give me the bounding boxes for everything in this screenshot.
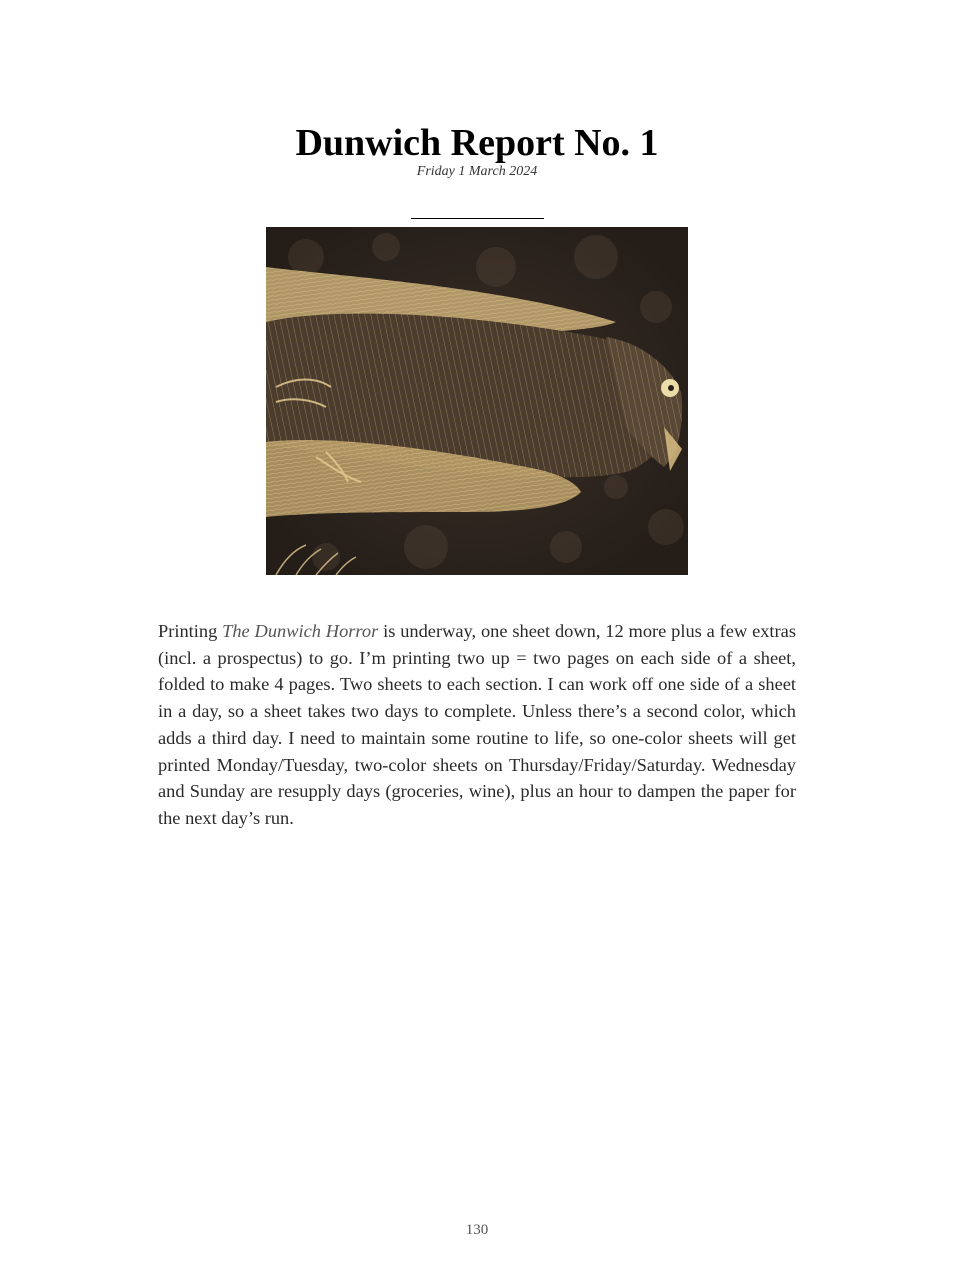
bird-illustration bbox=[266, 227, 688, 575]
bird-engraving-icon bbox=[266, 227, 688, 575]
title-divider bbox=[411, 218, 544, 219]
paragraph-prefix: Printing bbox=[158, 621, 223, 641]
page-title: Dunwich Report No. 1 bbox=[295, 122, 659, 164]
body-paragraph bbox=[158, 618, 796, 832]
page-number: 130 bbox=[465, 1222, 489, 1238]
paragraph-rest: is underway, one sheet down, 12 more plus a few extras (incl. a prospectus) to go. I’m printing two up = two pages on each side of a sheet, folded to make 4 pages. Two sheets to each section. I can work off one side of a sheet in a day, so a sheet takes two days to complete. Unless there’s a second color, which adds a third day. I need to maintain some routine to life, so one-color sheets will get printed Monday/Tuesday, two-color sheets on Thursday/Friday/Saturday. Wednesday and Sunday are resupply days (groceries, wine), plus an hour to dampen the paper for the next day’s run. bbox=[158, 621, 796, 828]
page-date: Friday 1 March 2024 bbox=[416, 164, 538, 179]
work-title: The Dunwich Horror bbox=[222, 621, 379, 641]
